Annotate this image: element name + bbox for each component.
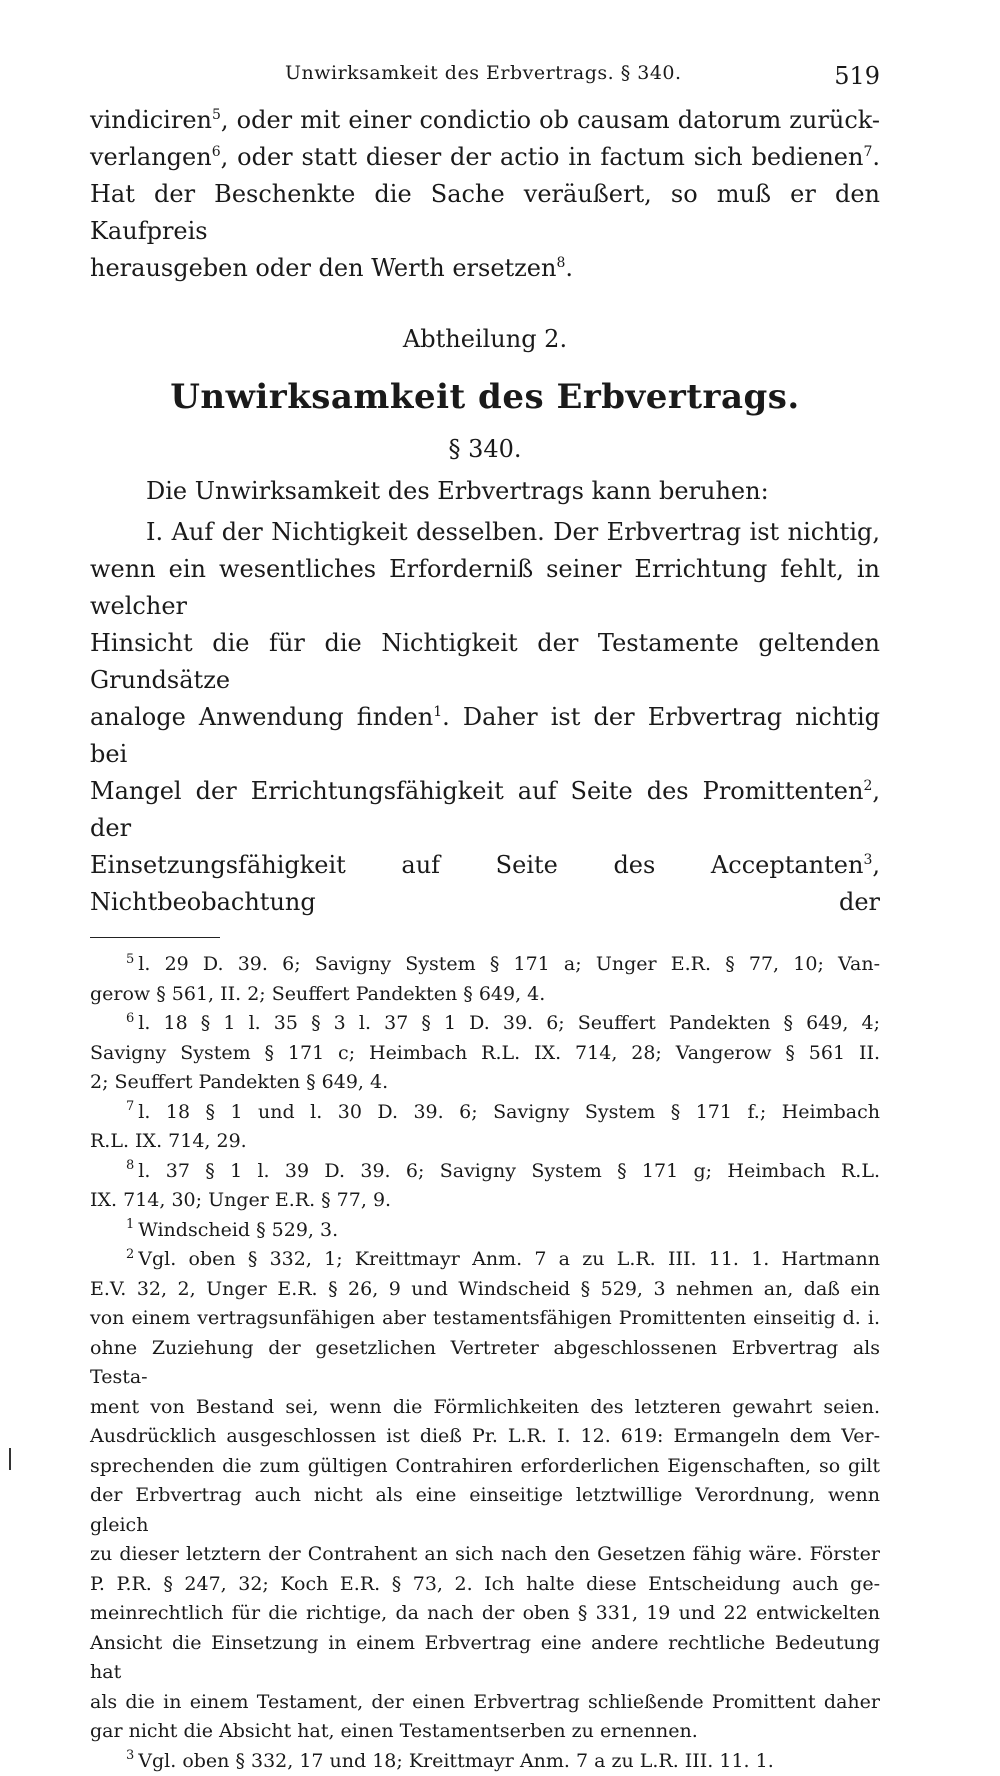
footnote-line: $^8$ l. 37 § 1 l. 39 D. 39. 6; Savigny System § 171 g; Heimbach R.L. (90, 1157, 880, 1187)
footnote-line: $^7$ l. 18 § 1 und l. 30 D. 39. 6; Savigny System § 171 f.; Heimbach (90, 1098, 880, 1128)
text-line: Hat der Beschenkte die Sache veräußert, so muß er den Kaufpreis (90, 176, 880, 250)
page-number: 519 (834, 62, 880, 90)
text-line: Einsetzungsfähigkeit auf Seite des Acceptanten$^3$, Nichtbeobachtung der (90, 847, 880, 921)
footnote-line: meinrechtlich für die richtige, da nach der oben § 331, 19 und 22 entwickelten (90, 1599, 880, 1629)
footnote-line: sprechenden die zum gültigen Contrahiren erforderlichen Eigenschaften, so gilt (90, 1452, 880, 1482)
continuation-paragraph (90, 102, 880, 287)
section-heading: Unwirksamkeit des Erbvertrags. (90, 377, 880, 429)
footnote-line: gar nicht die Absicht hat, einen Testamentserben zu ernennen. (90, 1717, 880, 1747)
footnote-line: von einem vertragsunfähigen aber testamentsfähigen Promittenten einseitig d. i. (90, 1304, 880, 1334)
margin-mark (9, 1448, 11, 1470)
footnote-line: $^6$ l. 18 § 1 l. 35 § 3 l. 37 § 1 D. 39. 6; Seuffert Pandekten § 649, 4; (90, 1009, 880, 1039)
footnote-line: $^2$ Vgl. oben § 332, 1; Kreittmayr Anm. 7 a zu L.R. III. 11. 1. Hartmann (90, 1245, 880, 1275)
text-line: vindiciren$^5$, oder mit einer condictio ob causam datorum zurück- (90, 102, 880, 139)
footnote-line: Ansicht die Einsetzung in einem Erbvertrag eine andere rechtliche Bedeutung hat (90, 1629, 880, 1688)
intro-line: Die Unwirksamkeit des Erbvertrags kann beruhen: (90, 477, 880, 514)
footnote-number: 7 (126, 1099, 134, 1114)
footnote-ref[interactable]: 8 (556, 255, 565, 271)
main-paragraph (90, 514, 880, 921)
footnote-1 (90, 1216, 880, 1246)
footnote-number: 6 (126, 1011, 134, 1026)
text-line: verlangen$^6$, oder statt dieser der actio in factum sich bedienen$^7$. (90, 139, 880, 176)
footnotes (90, 950, 880, 1776)
footnote-line: R.L. IX. 714, 29. (90, 1127, 880, 1157)
section-mark: § 340. (90, 435, 880, 475)
footnote-number: 1 (126, 1217, 134, 1232)
footnote-line: 2; Seuffert Pandekten § 649, 4. (90, 1068, 880, 1098)
running-head (90, 58, 880, 102)
footnote-line: $^5$ l. 29 D. 39. 6; Savigny System § 171 a; Unger E.R. § 77, 10; Van- (90, 950, 880, 980)
footnote-line: $^1$ Windscheid § 529, 3. (90, 1216, 880, 1246)
footnote-line: als die in einem Testament, der einen Erbvertrag schließende Promittent daher (90, 1688, 880, 1718)
footnote-2 (90, 1245, 880, 1747)
footnote-ref[interactable]: 2 (863, 778, 872, 794)
subsection-label: Abtheilung 2. (90, 325, 880, 367)
footnote-line: E.V. 32, 2, Unger E.R. § 26, 9 und Windscheid § 529, 3 nehmen an, daß ein (90, 1275, 880, 1305)
footnote-line: IX. 714, 30; Unger E.R. § 77, 9. (90, 1186, 880, 1216)
footnote-line: Ausdrücklich ausgeschlossen ist dieß Pr. L.R. I. 12. 619: Ermangeln dem Ver- (90, 1422, 880, 1452)
footnote-5 (90, 950, 880, 1009)
footnote-line: der Erbvertrag auch nicht als eine einseitige letztwillige Verordnung, wenn gleich (90, 1481, 880, 1540)
text-line: Hinsicht die für die Nichtigkeit der Testamente geltenden Grundsätze (90, 625, 880, 699)
text-line: herausgeben oder den Werth ersetzen$^8$. (90, 250, 880, 287)
footnote-line: ment von Bestand sei, wenn die Förmlichkeiten des letzteren gewahrt seien. (90, 1393, 880, 1423)
footnote-line: zu dieser letztern der Contrahent an sich nach den Gesetzen fähig wäre. Förster (90, 1540, 880, 1570)
footnote-line: ohne Zuziehung der gesetzlichen Vertreter abgeschlossenen Erbvertrag als Testa- (90, 1334, 880, 1393)
running-title: Unwirksamkeit des Erbvertrags. § 340. (285, 62, 682, 84)
footnote-line: gerow § 561, II. 2; Seuffert Pandekten § 649, 4. (90, 980, 880, 1010)
footnote-number: 2 (126, 1247, 134, 1262)
text-line: wenn ein wesentliches Erforderniß seiner Errichtung fehlt, in welcher (90, 551, 880, 625)
text-line: I. Auf der Nichtigkeit desselben. Der Erbvertrag ist nichtig, (90, 514, 880, 551)
footnote-ref[interactable]: 7 (863, 144, 872, 160)
footnote-divider (90, 937, 220, 938)
footnote-line: $^3$ Vgl. oben § 332, 17 und 18; Kreittmayr Anm. 7 a zu L.R. III. 11. 1. (90, 1747, 880, 1776)
footnote-number: 3 (126, 1748, 134, 1763)
footnote-line: Savigny System § 171 c; Heimbach R.L. IX. 714, 28; Vangerow § 561 II. (90, 1039, 880, 1069)
page (90, 58, 880, 1776)
footnote-3 (90, 1747, 880, 1776)
footnote-ref[interactable]: 6 (212, 144, 221, 160)
text-line: analoge Anwendung finden$^1$. Daher ist der Erbvertrag nichtig bei (90, 699, 880, 773)
text-line: Mangel der Errichtungsfähigkeit auf Seite des Promittenten$^2$, der (90, 773, 880, 847)
footnote-6 (90, 1009, 880, 1098)
footnote-ref[interactable]: 5 (212, 107, 221, 123)
footnote-ref[interactable]: 3 (863, 852, 872, 868)
footnote-number: 5 (126, 952, 134, 967)
footnote-8 (90, 1157, 880, 1216)
footnote-line: P. P.R. § 247, 32; Koch E.R. § 73, 2. Ich halte diese Entscheidung auch ge- (90, 1570, 880, 1600)
footnote-ref[interactable]: 1 (433, 704, 442, 720)
footnote-7 (90, 1098, 880, 1157)
footnote-number: 8 (126, 1158, 134, 1173)
